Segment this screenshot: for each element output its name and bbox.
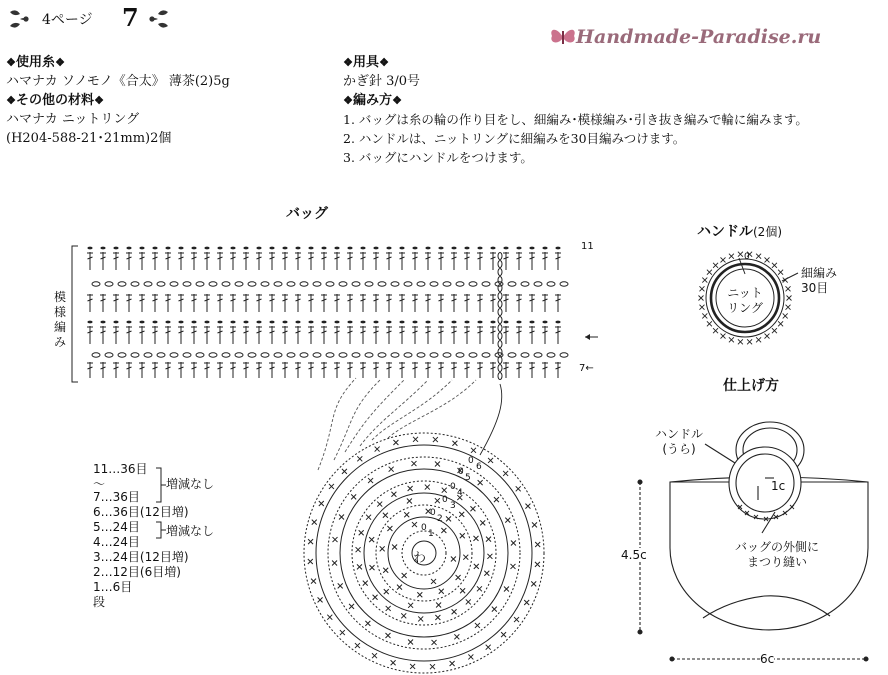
- watermark-text: Handmade-Paradise.ru: [576, 26, 822, 48]
- legend-row: 5…24目: [93, 520, 140, 534]
- legend-row: 11…36目: [93, 462, 148, 476]
- method-step-1: 1. バッグは糸の輪の作り目をし、細編み･模様編み･引き抜き編みで輪に編みます。: [343, 112, 808, 127]
- bag-title: バッグ: [286, 206, 328, 222]
- finish-handle-label: ハンドル (うら): [655, 427, 704, 456]
- legend-note-upper: 増減なし: [166, 477, 215, 491]
- page-number: 7: [122, 3, 139, 32]
- tools-heading: ❖用具❖: [343, 55, 389, 70]
- legend-note-lower: 増減なし: [166, 524, 215, 538]
- page-label: 4ページ: [42, 12, 93, 28]
- marker-0-5: 0: [458, 467, 464, 477]
- legend-row: 1…6目: [93, 580, 133, 594]
- hook-size: かぎ針 3/0号: [343, 74, 421, 89]
- marker-0-2: 0: [430, 508, 436, 518]
- ring-label: ニット リング: [727, 286, 763, 315]
- legend-row: 4…24目: [93, 535, 140, 549]
- marker-2: 2: [437, 514, 443, 524]
- marker-6: 6: [476, 462, 482, 472]
- sewing-note: バッグの外側に まつり縫い: [735, 540, 820, 569]
- marker-0-3: 0: [442, 495, 448, 505]
- method-step-3: 3. バッグにハンドルをつけます。: [343, 150, 533, 165]
- legend-row: 3…24目(12目増): [93, 550, 189, 564]
- method-step-2: 2. ハンドルは、ニットリングに細編みを30目編みつけます。: [343, 131, 686, 146]
- legend-row: 〜: [93, 477, 106, 491]
- handle-start-mark: 0: [744, 252, 750, 262]
- marker-1: 1: [428, 529, 434, 539]
- row-7-label: 7←: [579, 363, 594, 374]
- other-materials-line1: ハマナカ ニットリング: [6, 112, 140, 127]
- height-dimension: 4.5c: [621, 548, 647, 562]
- method-heading: ❖編み方❖: [343, 93, 402, 108]
- legend-row: 段: [93, 595, 106, 609]
- legend-row: 2…12目(6目増): [93, 565, 181, 579]
- other-materials-heading: ❖その他の材料❖: [6, 93, 104, 108]
- overlap-label: 1c: [771, 479, 786, 493]
- marker-0-1: 0: [421, 523, 427, 533]
- row-label: 模様編み: [54, 290, 67, 349]
- marker-0-6: 0: [468, 456, 474, 466]
- handle-title: ハンドル(2個): [697, 224, 782, 240]
- marker-5: 5: [465, 473, 471, 483]
- yarn-text: ハマナカ ソノモノ《合太》 薄茶(2)5g: [6, 74, 230, 89]
- width-dimension: 6c: [760, 652, 775, 666]
- marker-0-4: 0: [450, 482, 456, 492]
- yarn-heading: ❖使用糸❖: [6, 55, 65, 70]
- legend-row: 7…36目: [93, 490, 140, 504]
- finish-title: 仕上げ方: [723, 378, 779, 394]
- other-materials-line2: (H204-588-21･21mm)2個: [6, 131, 172, 146]
- stitch-label: 細編み 30目: [801, 266, 838, 295]
- ring-center-label: わ: [413, 551, 427, 566]
- legend-row: 6…36目(12目増): [93, 505, 189, 519]
- marker-4: 4: [457, 488, 463, 498]
- row-11-label: 11: [581, 241, 594, 252]
- marker-3: 3: [450, 501, 456, 511]
